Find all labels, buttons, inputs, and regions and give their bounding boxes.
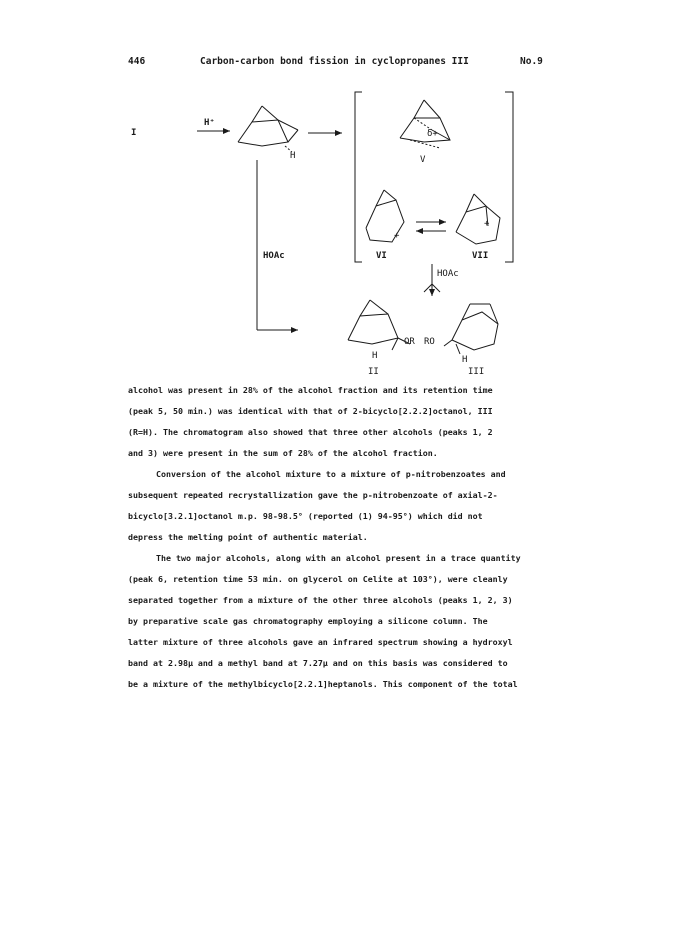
label-h-product-ii: H (372, 351, 378, 361)
body-line: (peak 6, retention time 53 min. on glycerol on Celite at 103°), were cleanly (128, 574, 508, 584)
body-line: separated together from a mixture of the other three alcohols (peaks 1, 2, 3) (128, 595, 513, 605)
body-text (128, 380, 558, 695)
body-line: band at 2.98μ and a methyl band at 7.27μ and on this basis was considered to (128, 658, 508, 668)
label-h-product-iii: H (462, 355, 468, 365)
label-compound-i: I (131, 128, 137, 138)
label-plus-vi: + (394, 231, 400, 241)
structure-cation-v (400, 100, 450, 148)
label-cation-vi: VI (376, 251, 387, 261)
structure-product-ii (348, 300, 410, 350)
body-line: Conversion of the alcohol mixture to a mixture of p-nitrobenzoates and (156, 469, 506, 479)
label-product-iii: III (468, 367, 485, 377)
body-line: be a mixture of the methylbicyclo[2.2.1]heptanols. This component of the total (128, 679, 518, 689)
body-line: alcohol was present in 28% of the alcohol fraction and its retention time (128, 385, 493, 395)
label-reagent-hoac-left: HOAc (263, 251, 285, 261)
body-line: by preparative scale gas chromatography employing a silicone column. The (128, 616, 488, 626)
running-title: Carbon-carbon bond fission in cyclopropanes III (200, 56, 469, 67)
label-delta-plus: δ+ (427, 129, 438, 139)
label-cation-v: V (420, 155, 426, 165)
label-ro: RO (424, 337, 435, 347)
label-product-ii: II (368, 367, 379, 377)
label-reagent-hoac-down: HOAc (437, 269, 459, 279)
bracket-right (505, 92, 513, 262)
body-line: (R=H). The chromatogram also showed that three other alcohols (peaks 1, 2 (128, 427, 493, 437)
body-line: subsequent repeated recrystallization gave the p-nitrobenzoate of axial-2- (128, 490, 498, 500)
structure-product-iii (444, 304, 498, 354)
label-or: OR (404, 337, 415, 347)
structure-cation-vii (456, 194, 500, 244)
body-line: and 3) were present in the sum of 28% of the alcohol fraction. (128, 448, 438, 458)
label-h-intermediate: H (290, 151, 296, 161)
label-reagent-acid: H⁺ (204, 118, 215, 128)
label-cation-vii: VII (472, 251, 489, 261)
label-plus-vii: + (484, 219, 490, 229)
body-line: bicyclo[3.2.1]octanol m.p. 98-98.5° (reported (1) 94-95°) which did not (128, 511, 483, 521)
reaction-scheme (0, 0, 680, 380)
issue-number: No.9 (520, 56, 543, 67)
body-line: (peak 5, 50 min.) was identical with that of 2-bicyclo[2.2.2]octanol, III (128, 406, 493, 416)
page-number: 446 (128, 56, 146, 67)
body-line: The two major alcohols, along with an alcohol present in a trace quantity (156, 553, 521, 563)
bracket-left (355, 92, 362, 262)
structure-protonated-intermediate (238, 106, 298, 152)
body-line: latter mixture of three alcohols gave an infrared spectrum showing a hydroxyl (128, 637, 513, 647)
body-line: depress the melting point of authentic material. (128, 532, 368, 542)
